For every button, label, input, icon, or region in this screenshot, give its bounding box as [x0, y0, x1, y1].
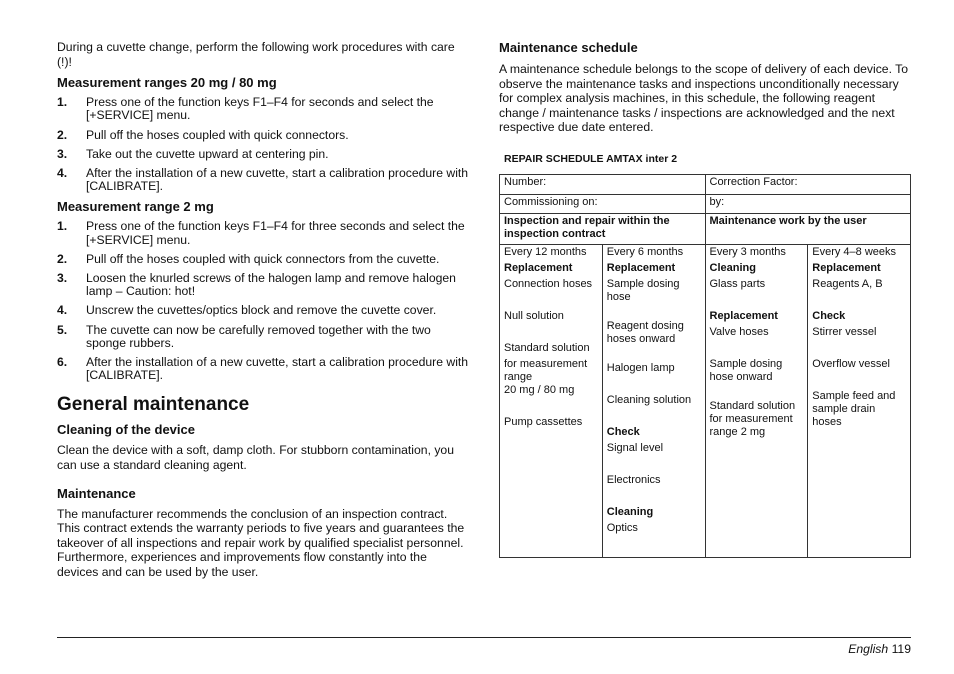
list-item: Sample dosing hose	[606, 277, 680, 303]
cleaning-heading: Cleaning of the device	[57, 422, 195, 438]
replacement-label: Replacement	[709, 309, 778, 322]
cleaning-label: Cleaning	[709, 261, 756, 274]
list-item: Signal level	[606, 441, 664, 454]
user-maintenance-header: Maintenance work by the user	[705, 213, 911, 244]
list-item: Valve hoses	[709, 325, 769, 338]
list-item: Reagents A, B	[812, 277, 883, 290]
list-item: 3. Loosen the knurled screws of the halogen lamp and remove halogen lamp – Caution: hot!	[57, 271, 456, 299]
schedule-col-6-months	[602, 244, 705, 557]
inspection-contract-header: Inspection and repair within the inspection contract	[500, 213, 706, 244]
intro-text: During a cuvette change, perform the following work procedures with care (!)!	[57, 40, 455, 69]
schedule-col-4-8-weeks	[808, 244, 911, 557]
interval-label: Every 4–8 weeks	[812, 245, 897, 258]
general-maintenance-heading: General maintenance	[57, 394, 250, 416]
check-label: Check	[812, 309, 846, 322]
right-column	[499, 40, 911, 558]
list-item: Connection hoses	[504, 277, 593, 290]
list-item: 5. The cuvette can now be carefully removed together with the two sponge rubbers.	[57, 322, 431, 350]
maintenance-schedule-text: A maintenance schedule belongs to the scope of delivery of each device. To observe the maintenance tasks and inspections unconditionally necessary for complex analysis machines, in this schedule, the following reagent change / maintenance tasks / inspections are acknowledged and the next respective due date entered.	[499, 62, 908, 135]
commissioning-cell: Commissioning on:	[500, 194, 706, 213]
list-item: 4. After the installation of a new cuvette, start a calibration procedure with [CALIBRATE].	[57, 166, 469, 194]
measurement-ranges-steps	[57, 96, 469, 193]
list-item: for measurement range	[504, 357, 588, 383]
number-cell: Number:	[500, 174, 706, 194]
list-item: Sample dosing hose onward	[709, 357, 783, 383]
replacement-label: Replacement	[504, 261, 573, 274]
list-item: Optics	[606, 521, 638, 534]
list-item: Electronics	[606, 473, 661, 486]
list-item: 1. Press one of the function keys F1–F4 for seconds and select the [+SERVICE] menu.	[57, 95, 434, 123]
schedule-col-12-months	[500, 244, 603, 557]
footer-language: English	[848, 642, 889, 656]
repair-schedule-table	[499, 174, 911, 558]
list-item: Sample feed and sample drain hoses	[812, 389, 896, 428]
cleaning-label: Cleaning	[606, 505, 654, 518]
list-item: Stirrer vessel	[812, 325, 877, 338]
list-item: Pump cassettes	[504, 415, 583, 428]
list-item: Halogen lamp	[606, 361, 675, 374]
table-row	[500, 194, 911, 213]
list-item: Standard solution for measurement range 2 mg	[709, 399, 796, 438]
page-number: 119	[891, 642, 911, 656]
repair-schedule-title: REPAIR SCHEDULE AMTAX inter 2	[504, 152, 678, 165]
list-item: Standard solution	[504, 341, 590, 354]
list-item: 20 mg / 80 mg	[504, 383, 575, 396]
maintenance-text: The manufacturer recommends the conclusion of an inspection contract. This contract extends the warranty periods to five years and guarantees the takeover of all inspections and repair work by qualified specialist personnel. Furthermore, experiences and improvements flow constantly into the devices and can be used by the user.	[57, 506, 465, 579]
measurement-range-2mg-steps	[57, 220, 469, 382]
table-row	[500, 213, 911, 244]
list-item: 3. Take out the cuvette upward at centering pin.	[57, 146, 329, 161]
interval-label: Every 6 months	[606, 245, 684, 258]
left-column	[57, 40, 469, 580]
replacement-label: Replacement	[606, 261, 676, 274]
list-item: 4. Unscrew the cuvettes/optics block and remove the cuvette cover.	[57, 303, 437, 318]
by-cell: by:	[705, 194, 911, 213]
measurement-range-2mg-heading: Measurement range 2 mg	[57, 199, 214, 215]
footer-divider	[57, 637, 911, 638]
list-item: 2. Pull off the hoses coupled with quick connectors.	[57, 127, 349, 142]
list-item: 6. After the installation of a new cuvette, start a calibration procedure with [CALIBRATE].	[57, 355, 469, 383]
list-item: 2. Pull off the hoses coupled with quick connectors from the cuvette.	[57, 251, 440, 266]
list-item: Cleaning solution	[606, 393, 692, 406]
table-row	[500, 244, 911, 557]
interval-label: Every 3 months	[709, 245, 786, 258]
check-label: Check	[606, 425, 640, 438]
list-item: Overflow vessel	[812, 357, 890, 370]
schedule-col-3-months	[705, 244, 808, 557]
maintenance-schedule-heading: Maintenance schedule	[499, 40, 638, 55]
list-item: 1. Press one of the function keys F1–F4 for three seconds and select the [+SERVICE] menu.	[57, 219, 465, 247]
list-item: Null solution	[504, 309, 564, 322]
list-item: Reagent dosing hoses onward	[606, 319, 684, 345]
measurement-ranges-heading: Measurement ranges 20 mg / 80 mg	[57, 75, 277, 91]
correction-factor-cell: Correction Factor:	[705, 174, 911, 194]
cleaning-text: Clean the device with a soft, damp cloth. For stubborn contamination, you can use a standard cleaning agent.	[57, 443, 454, 473]
interval-label: Every 12 months	[504, 245, 587, 258]
maintenance-heading: Maintenance	[57, 485, 136, 501]
list-item: Glass parts	[709, 277, 766, 290]
table-row	[500, 174, 911, 194]
page-footer	[848, 642, 911, 656]
replacement-label: Replacement	[812, 261, 881, 274]
